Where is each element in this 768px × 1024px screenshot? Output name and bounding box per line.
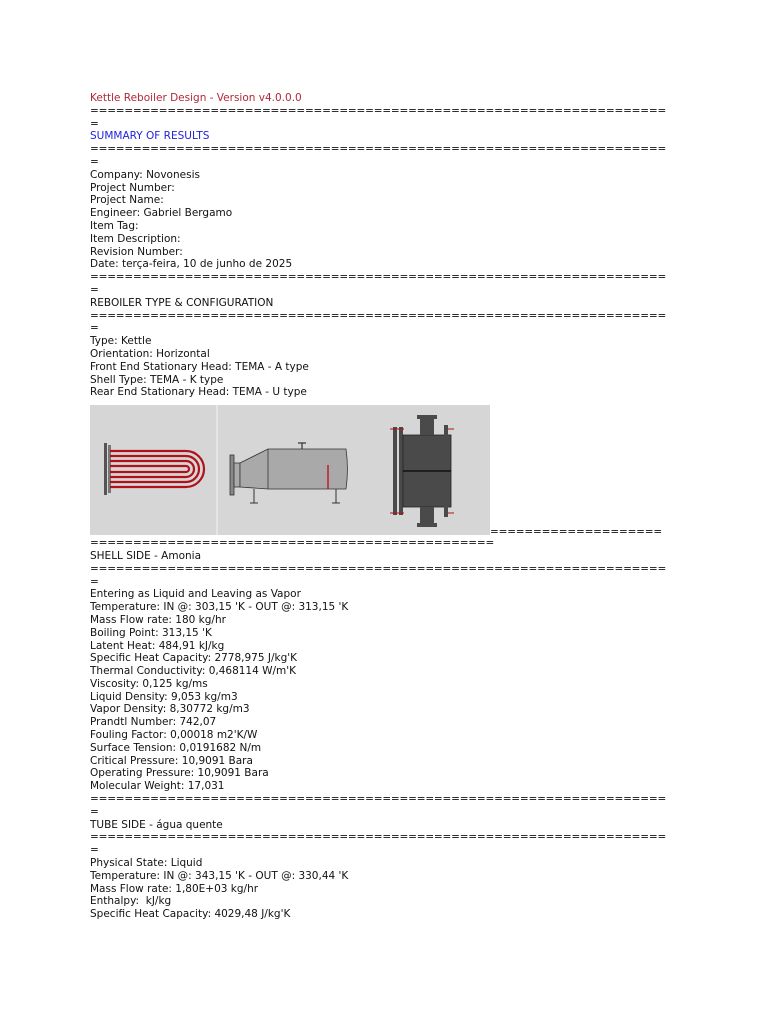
tube-temperature-line: Temperature: IN @: 343,15 'K - OUT @: 330,44 'K [90, 869, 349, 882]
separator-tail: = [90, 322, 99, 335]
vapor-density-line: Vapor Density: 8,30772 kg/m3 [90, 703, 250, 716]
separator: =================================================================== [90, 271, 667, 284]
enthalpy-line: Enthalpy: kJ/kg [90, 895, 172, 908]
viscosity-line: Viscosity: 0,125 kg/ms [90, 677, 208, 690]
item-description-line: Item Description: [90, 232, 181, 245]
separator-tail: = [90, 117, 99, 130]
molecular-weight-line: Molecular Weight: 17,031 [90, 780, 225, 793]
separator-tail: = [90, 155, 99, 168]
boiling-point-line: Boiling Point: 313,15 'K [90, 626, 212, 639]
thermal-conductivity-line: Thermal Conductivity: 0,468114 W/m'K [90, 665, 297, 678]
shell-mass-flow-line: Mass Flow rate: 180 kg/hr [90, 613, 226, 626]
operating-pressure-line: Operating Pressure: 10,9091 Bara [90, 767, 269, 780]
config-heading: REBOILER TYPE & CONFIGURATION [90, 296, 274, 309]
separator: =================================================================== [90, 104, 667, 117]
shell-state-line: Entering as Liquid and Leaving as Vapor [90, 588, 301, 601]
surface-tension-line: Surface Tension: 0,0191682 N/m [90, 741, 262, 754]
company-line: Company: Novonesis [90, 168, 200, 181]
separator-tail: = [90, 844, 99, 857]
project-name-line: Project Name: [90, 194, 164, 207]
tube-heading: TUBE SIDE - água quente [90, 818, 223, 831]
front-head-line: Front End Stationary Head: TEMA - A type [90, 360, 309, 373]
date-line: Date: terça-feira, 10 de junho de 2025 [90, 258, 293, 271]
figure-tail-separator: ==================== [490, 526, 662, 539]
tube-specific-heat-line: Specific Heat Capacity: 4029,48 J/kg'K [90, 908, 291, 921]
exchanger-diagram [90, 405, 490, 535]
shell-type-line: Shell Type: TEMA - K type [90, 373, 224, 386]
exchanger-drawing [90, 405, 490, 535]
orientation-line: Orientation: Horizontal [90, 347, 210, 360]
separator: =================================================================== [90, 309, 667, 322]
tube-mass-flow-line: Mass Flow rate: 1,80E+03 kg/hr [90, 882, 259, 895]
separator-tail: = [90, 575, 99, 588]
separator: =============================================== [90, 537, 495, 550]
separator: =================================================================== [90, 793, 667, 806]
channel-head-icon [390, 415, 454, 527]
summary-heading: SUMMARY OF RESULTS [90, 130, 210, 143]
item-tag-line: Item Tag: [90, 219, 139, 232]
separator: =================================================================== [90, 831, 667, 844]
separator: =================================================================== [90, 562, 667, 575]
shell-heading: SHELL SIDE - Amonia [90, 549, 202, 562]
shell-temperature-line: Temperature: IN @: 303,15 'K - OUT @: 313,15 'K [90, 601, 349, 614]
revision-number-line: Revision Number: [90, 245, 183, 258]
report-title: Kettle Reboiler Design - Version v4.0.0.0 [90, 92, 302, 104]
latent-heat-line: Latent Heat: 484,91 kJ/kg [90, 639, 225, 652]
prandtl-line: Prandtl Number: 742,07 [90, 716, 217, 729]
shell-specific-heat-line: Specific Heat Capacity: 2778,975 J/kg'K [90, 652, 298, 665]
type-line: Type: Kettle [90, 335, 152, 348]
tube-state-line: Physical State: Liquid [90, 857, 203, 870]
fouling-factor-line: Fouling Factor: 0,00018 m2'K/W [90, 729, 258, 742]
critical-pressure-line: Critical Pressure: 10,9091 Bara [90, 754, 253, 767]
separator: =================================================================== [90, 143, 667, 156]
kettle-shell-icon [230, 443, 347, 503]
engineer-line: Engineer: Gabriel Bergamo [90, 207, 233, 220]
separator-tail: = [90, 805, 99, 818]
liquid-density-line: Liquid Density: 9,053 kg/m3 [90, 690, 238, 703]
u-tube-bundle-icon [104, 443, 204, 495]
project-number-line: Project Number: [90, 181, 175, 194]
exchanger-figure-row [90, 405, 680, 539]
separator-tail: = [90, 283, 99, 296]
rear-head-line: Rear End Stationary Head: TEMA - U type [90, 386, 307, 399]
report-page [90, 92, 680, 921]
